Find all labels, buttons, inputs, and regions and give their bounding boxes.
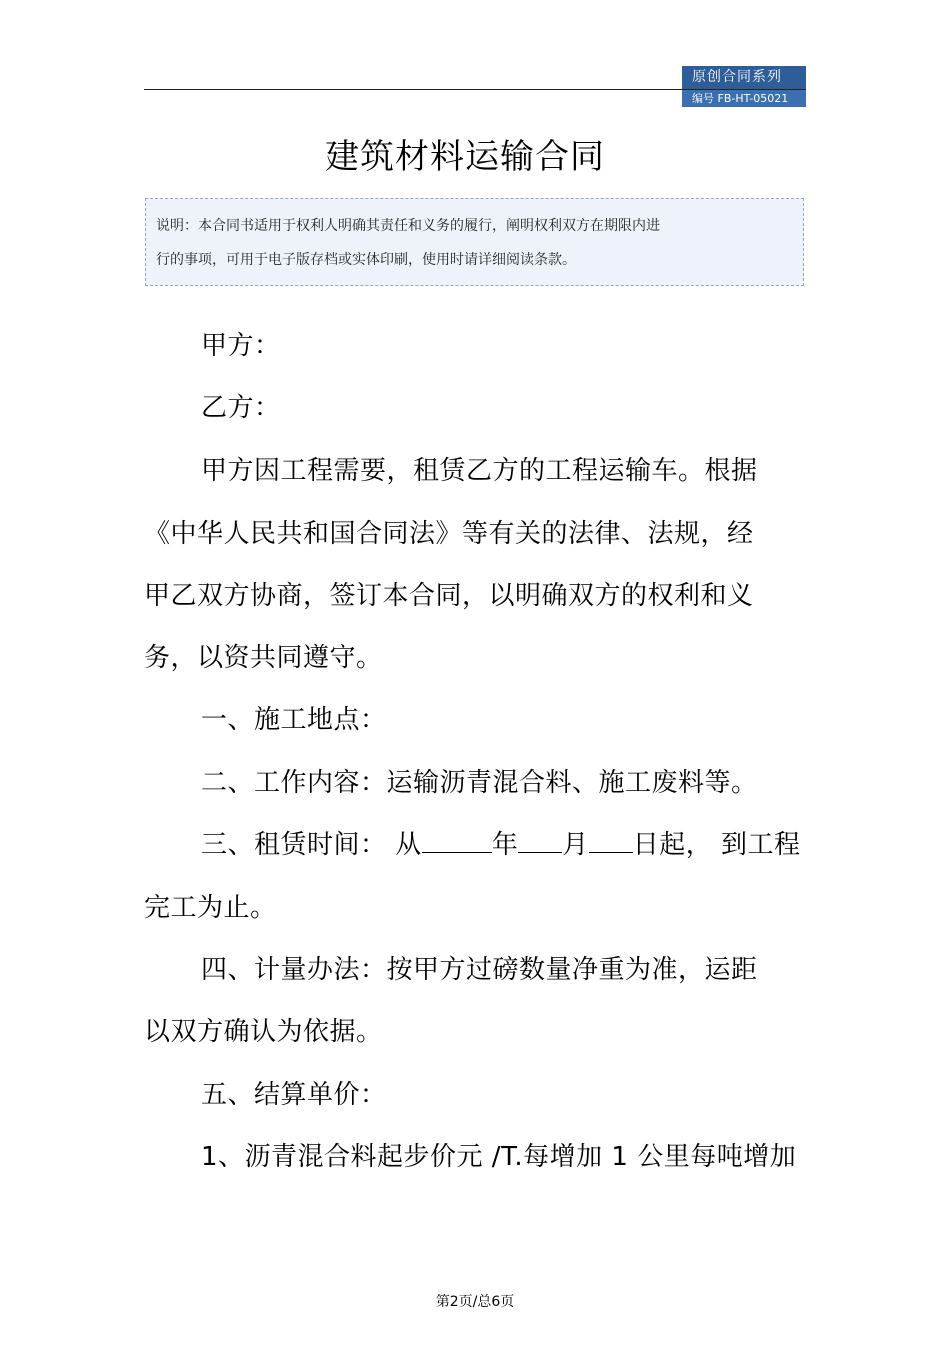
clause-3-prefix: 三、租赁时间： 从 bbox=[201, 830, 422, 860]
note-line-2: 行的事项，可用于电子版存档或实体印刷，使用时请详细阅读条款。 bbox=[156, 252, 576, 268]
year-blank[interactable] bbox=[422, 826, 492, 853]
clause-4-measurement: 四、计量办法：按甲方过磅数量净重为准，运距 bbox=[201, 955, 758, 985]
clause-5-unit-price: 五、结算单价： bbox=[201, 1080, 387, 1110]
intro-line-2: 《中华人民共和国合同法》等有关的法律、法规，经 bbox=[144, 519, 754, 549]
item-1-asphalt-price: 1、沥青混合料起步价元 /T.每增加 1 公里每吨增加 bbox=[201, 1142, 797, 1172]
note-line-1: 说明：本合同书适用于权利人明确其责任和义务的履行，阐明权利双方在期限内进 bbox=[156, 218, 660, 234]
series-badge: 原创合同系列 bbox=[682, 66, 806, 89]
month-blank[interactable] bbox=[518, 826, 562, 853]
day-suffix: 日起， 到工程 bbox=[632, 830, 801, 860]
intro-line-4: 务，以资共同遵守。 bbox=[144, 643, 383, 673]
month-label: 月 bbox=[562, 830, 589, 860]
document-title: 建筑材料运输合同 bbox=[325, 137, 605, 177]
clause-2-work-content: 二、工作内容：运输沥青混合料、施工废料等。 bbox=[201, 768, 758, 798]
day-blank[interactable] bbox=[589, 826, 633, 853]
party-a-label: 甲方： bbox=[201, 331, 281, 361]
instruction-note bbox=[145, 198, 804, 286]
clause-3-line-2: 完工为止。 bbox=[144, 893, 277, 923]
intro-line-3: 甲乙双方协商，签订本合同，以明确双方的权利和义 bbox=[144, 581, 754, 611]
page-indicator: 第2页/总6页 bbox=[435, 1294, 515, 1310]
party-b-label: 乙方： bbox=[201, 393, 281, 423]
year-label: 年 bbox=[491, 830, 519, 860]
clause-1-site: 一、施工地点： bbox=[201, 705, 387, 735]
document-code-badge: 编号 FB-HT-05021 bbox=[682, 90, 806, 107]
clause-3-lease-time bbox=[201, 825, 801, 865]
clause-4-line-2: 以双方确认为依据。 bbox=[144, 1017, 383, 1047]
intro-line-1: 甲方因工程需要，租赁乙方的工程运输车。根据 bbox=[201, 456, 758, 486]
